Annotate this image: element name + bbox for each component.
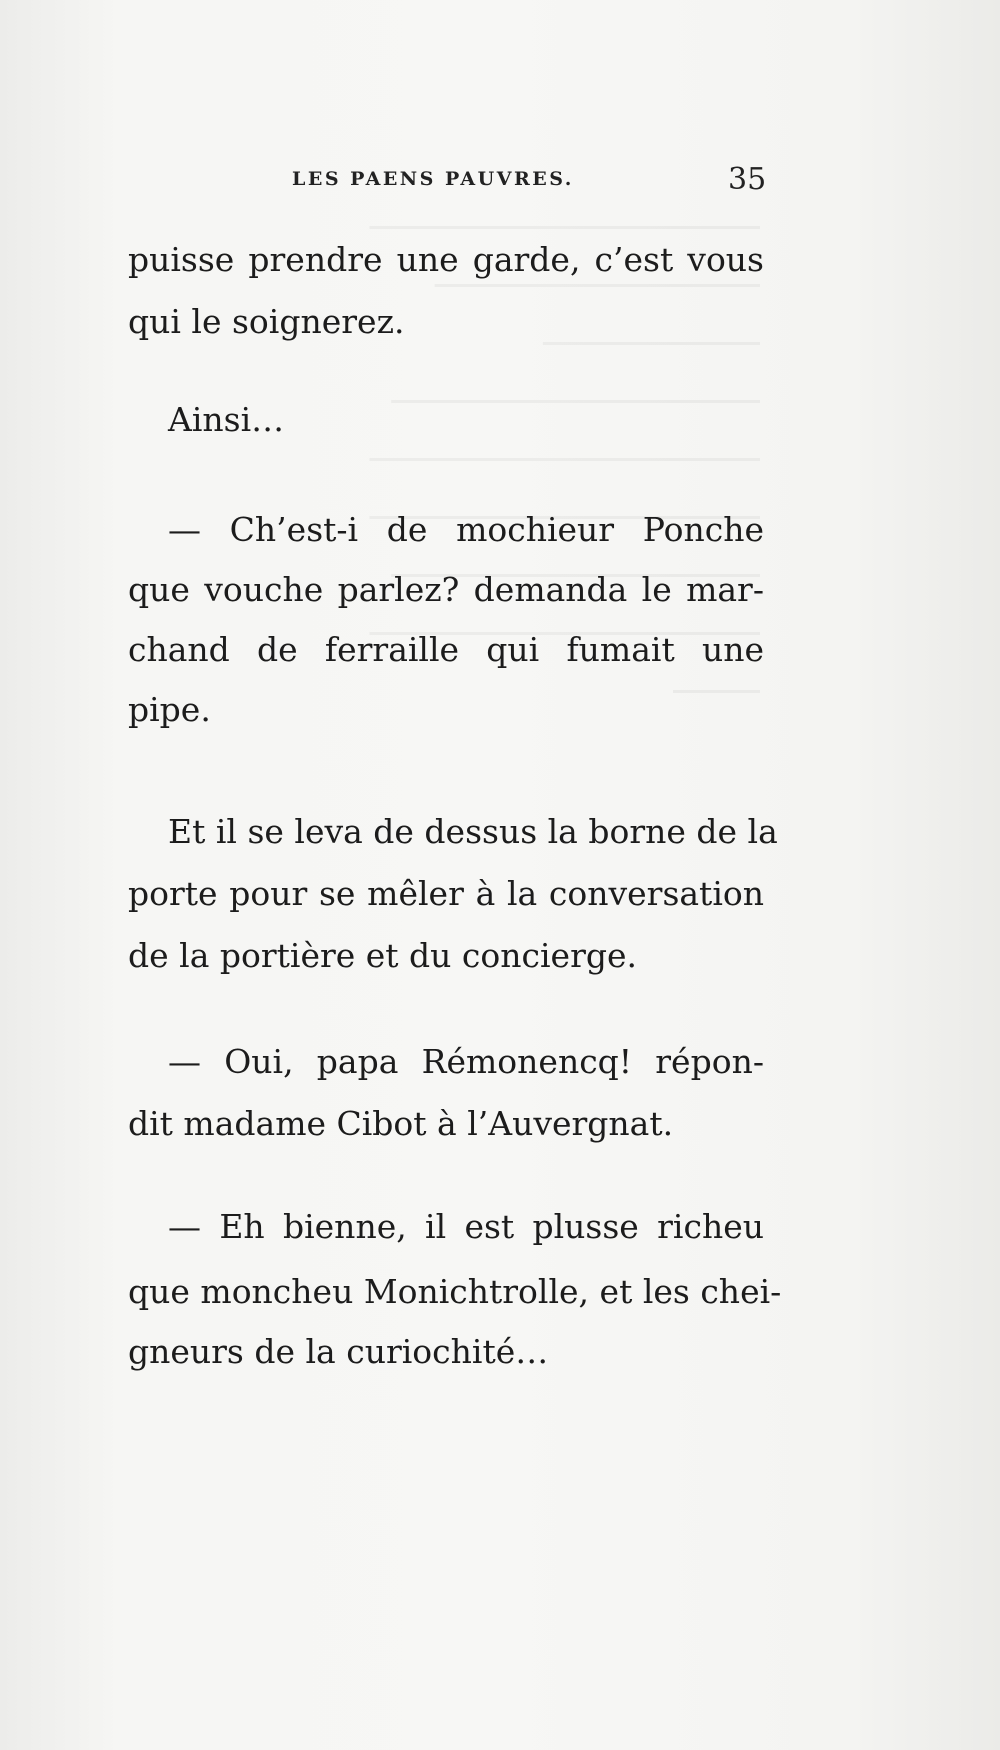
page-number: 35 (728, 162, 767, 197)
text-line: — Ch’est-i de mochieur Ponche (168, 510, 764, 549)
text-line: que vouche parlez? demanda le mar- (128, 570, 764, 609)
text-line: Et il se leva de dessus la borne de la (168, 812, 778, 851)
text-line: dit madame Cibot à l’Auvergnat. (128, 1104, 674, 1143)
text-line: puisse prendre une garde, c’est vous (128, 240, 764, 279)
text-line: — Eh bienne, il est plusse richeu (168, 1207, 764, 1246)
text-line: chand de ferraille qui fumait une (128, 630, 764, 669)
running-head: LES PAENS PAUVRES. (292, 168, 574, 190)
text-line: qui le soignerez. (128, 302, 405, 341)
text-line: gneurs de la curiochité… (128, 1332, 549, 1371)
text-line: de la portière et du concierge. (128, 936, 638, 975)
text-line: que moncheu Monichtrolle, et les chei- (128, 1272, 782, 1311)
text-line: pipe. (128, 690, 211, 729)
text-line: — Oui, papa Rémonencq! répon- (168, 1042, 764, 1081)
text-line: porte pour se mêler à la conversation (128, 874, 764, 913)
text-line: Ainsi… (168, 400, 285, 439)
